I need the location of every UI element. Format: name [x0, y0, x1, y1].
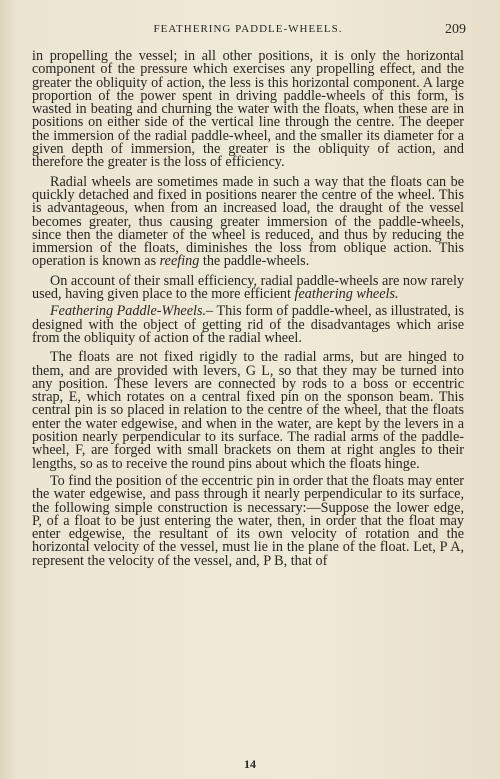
- body-text: [32, 50, 464, 574]
- text-run: in propelling the vessel; in all other positions, it is only the horizontal component of the pressure which exercises any propelling effect, and the greater the obliquity of action, the less is this horizontal component. A large proportion of the power spent in driving paddle-wheels of this form, is wasted in beating and churning the water with the floats, when these are in positions on either side of the vertical line through the centre. The deeper the immersion of the radial paddle-wheel, and the smaller its diameter for a given depth of immersion, the greater is the obliquity of action, and therefore the greater is the loss of efficiency.: [32, 48, 464, 171]
- running-head: [30, 22, 466, 38]
- page-number: 209: [445, 22, 466, 37]
- paragraph-continuation: [32, 50, 464, 170]
- paragraph-efficiency: [32, 272, 464, 303]
- paragraph-reefing: [32, 173, 464, 270]
- paragraph-eccentric-pin: [32, 472, 464, 569]
- text-run: – This form of paddle-wheel, as illustrated, is designed with the object of getting rid of the disadvantages which arise from the obliquity of action of the radial wheel.: [32, 303, 464, 346]
- paragraph-feathering-intro: [32, 305, 464, 345]
- running-title: FEATHERING PADDLE-WHEELS.: [153, 23, 343, 35]
- italic-text: Feathering Paddle-Wheels.: [50, 303, 207, 320]
- italic-text: feathering wheels.: [294, 286, 399, 303]
- paragraph-floats: [32, 351, 464, 471]
- text-run: the paddle-wheels.: [199, 253, 310, 270]
- text-run: To find the position of the eccentric pin in order that the floats may enter the water edgewise, and pass through it nearly perpendicular to its surface, the following simple construction is necessary:—Suppose the lower edge, P, of a float to be just entering the water, then, in order that the float may enter edgewise, the resultant of its own velocity of rotation and the horizontal velocity of the vessel, must lie in the plane of the float. Let, P A, represent the velocity of the vessel, and, P B, that of: [32, 472, 464, 569]
- text-run: Radial wheels are sometimes made in such a way that the floats can be quickly detached and fixed in positions nearer the centre of the wheel. This is advantageous, when from an increased load, the draught of the vessel becomes greater, thus causing greater immersion of the paddle-wheels, since then the diameter of the wheel is reduced, and thus by reducing the immersion of the floats, diminishes the loss from oblique action. This operation is known as: [32, 173, 464, 270]
- italic-text: reefing: [159, 253, 200, 270]
- signature-mark: 14: [244, 757, 256, 771]
- text-run: The floats are not fixed rigidly to the radial arms, but are hinged to them, and are provided with levers, G L, so that they may be turned into any position. These levers are connected by rods to a boss or eccentric strap, E, which rotates on a central fixed pin on the sponson beam. This central pin is so placed in relation to the centre of the wheel, that the floats enter the water edgewise, and when in the water, are kept by the levers in a position nearly perpendicular to its surface. The radial arms of the paddle-wheel, F, are forged with small brackets on them at right angles to their lengths, so as to receive the round pins about which the floats hinge.: [32, 349, 464, 472]
- text-run: On account of their small efficiency, radial paddle-wheels are now rarely used, having given place to the more efficient: [32, 272, 464, 303]
